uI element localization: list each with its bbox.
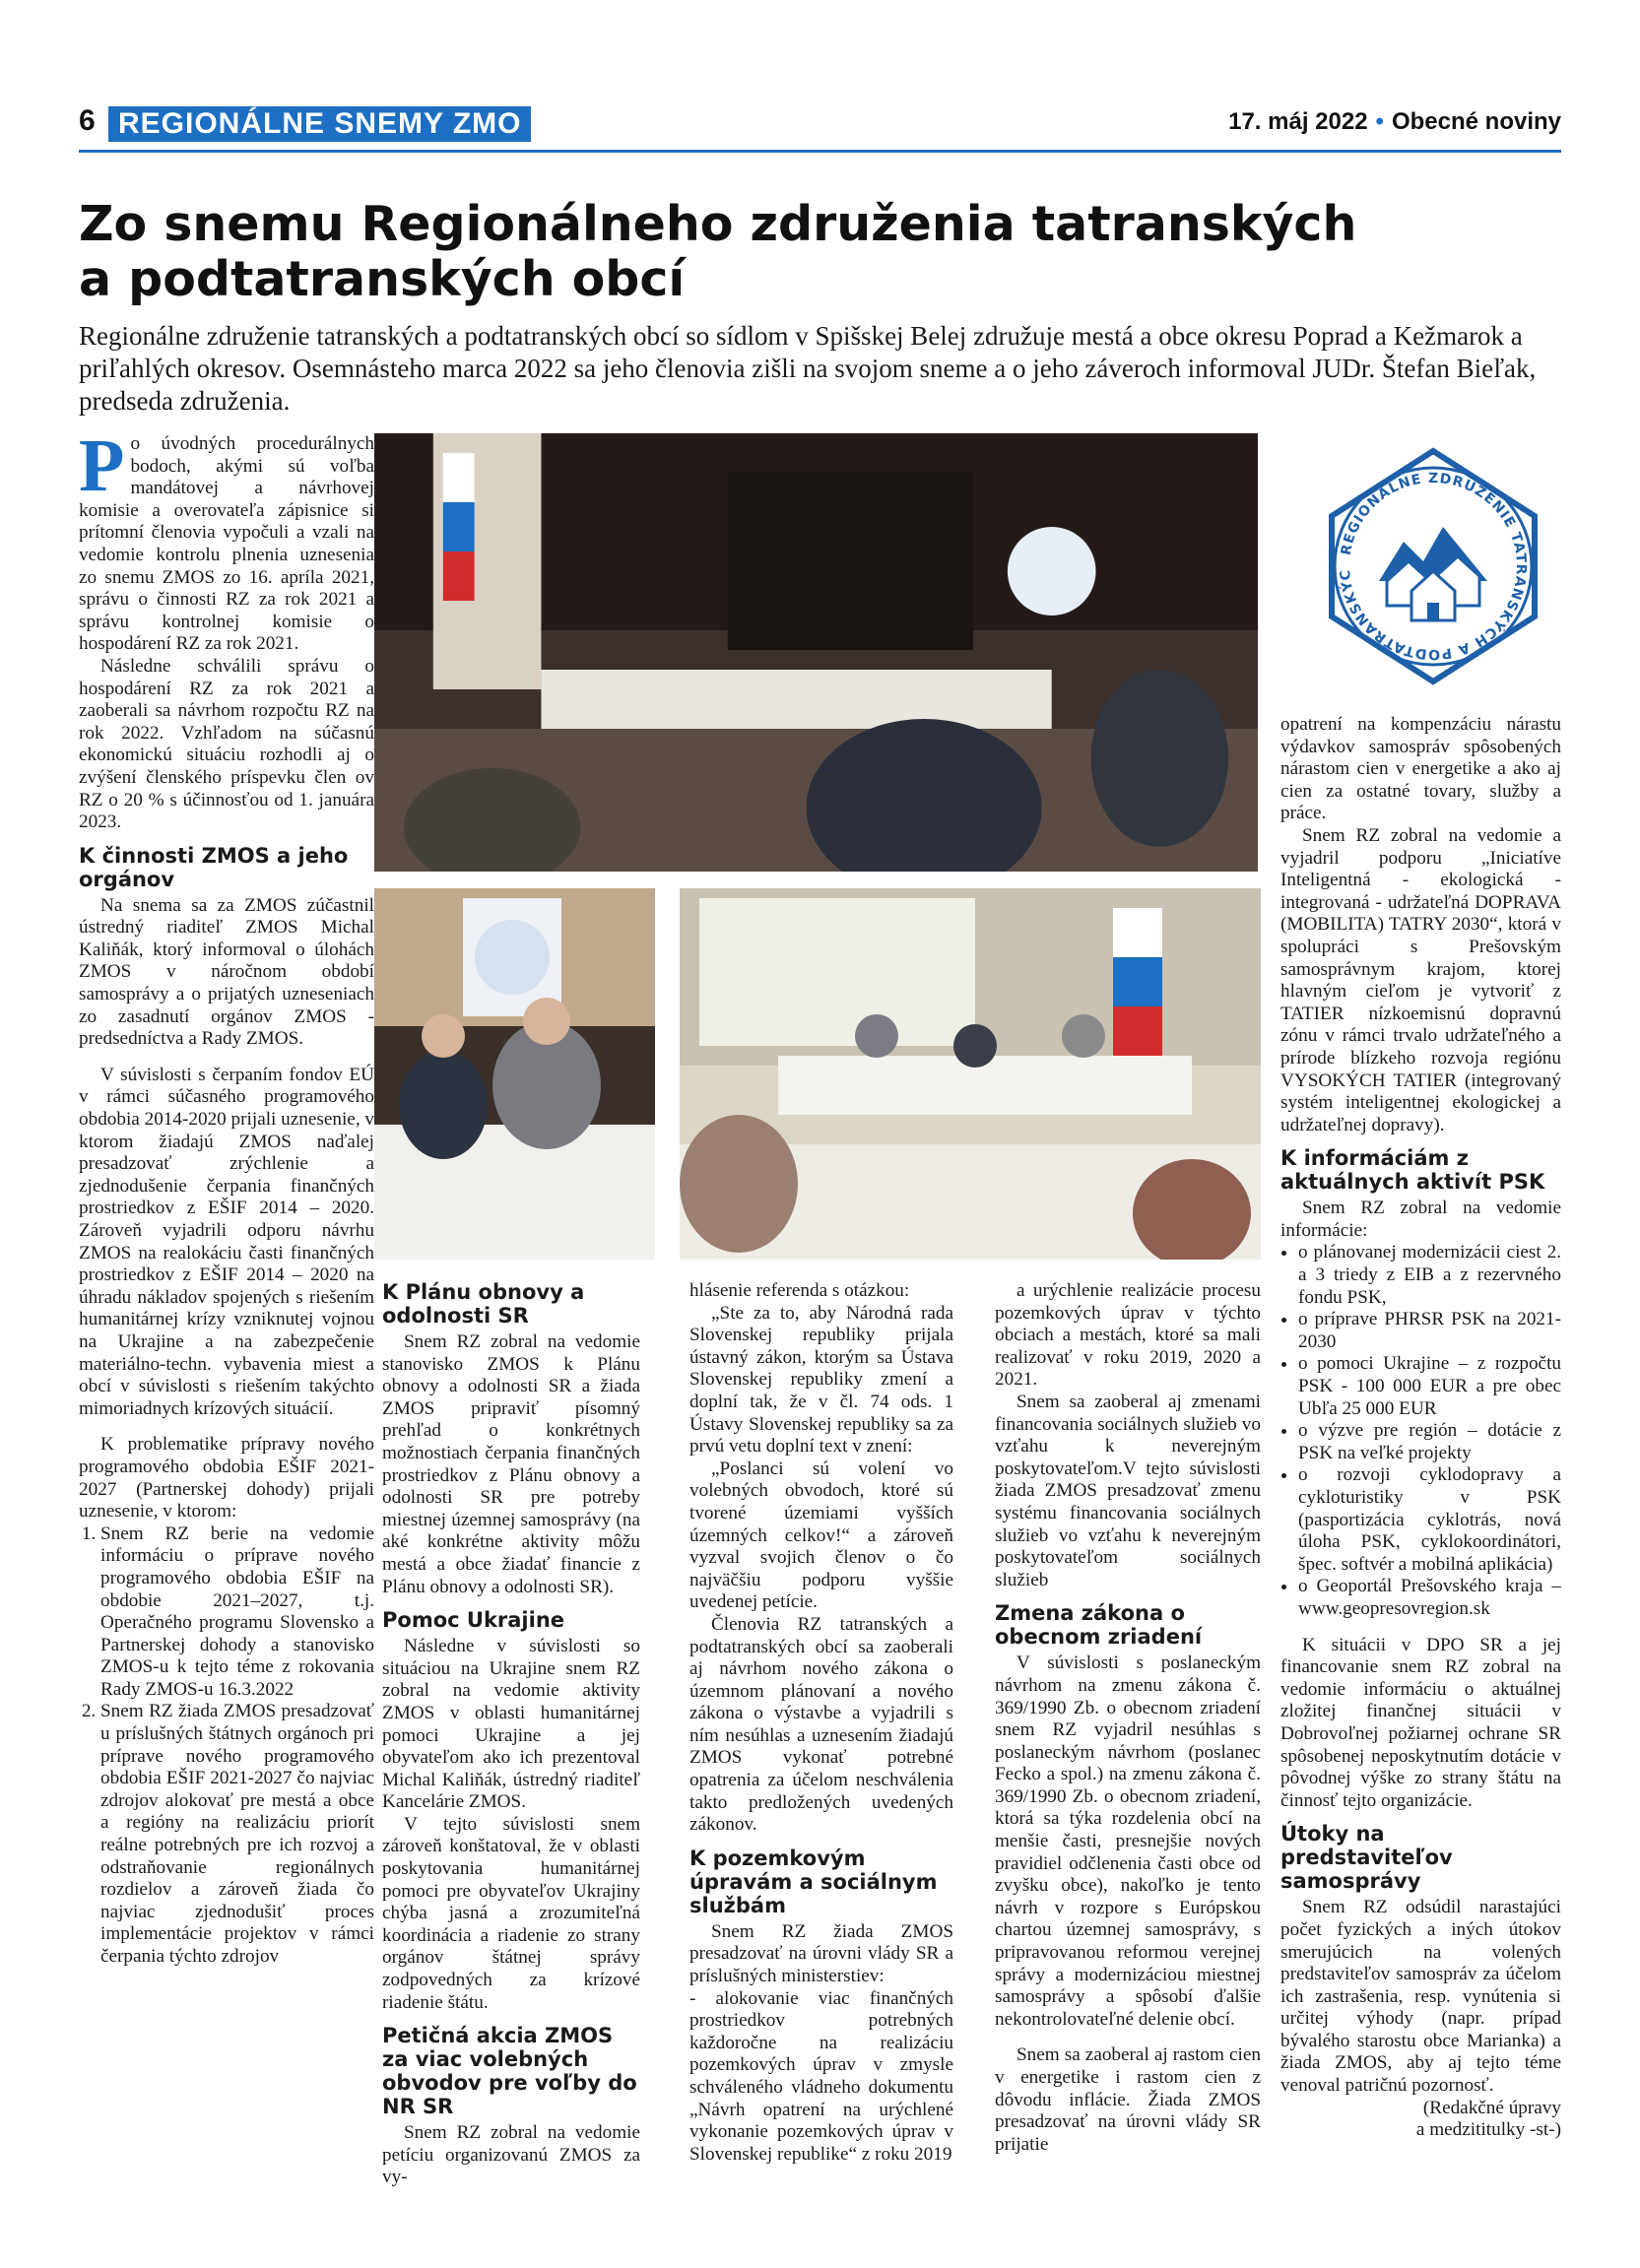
column-5	[1280, 714, 1561, 2142]
section-banner: REGIONÁLNE SNEMY ZMO	[108, 106, 531, 142]
paragraph: Členovia RZ tatranských a podtatranských obcí sa zaoberali aj návrhom nového zákona o územnom plánovaní a nového zákona o výstavbe a vyjadrili s ním nesúhlas a uznesením žiadajú ZMOS vykonať potrebné opatrenia za účelom neschválenia takto predložených uvedených zákonov.	[689, 1613, 953, 1836]
photo-icon	[680, 888, 1261, 1260]
list-item: • o príprave PHRSR PSK na 2021-2030	[1298, 1309, 1561, 1353]
issue-info	[1228, 108, 1561, 136]
list-item: • o Geoportál Prešovského kraja – www.geopresovregion.sk	[1298, 1576, 1561, 1620]
presidium-photo	[680, 888, 1261, 1260]
paragraph: K situácii v DPO SR a jej financovanie snem RZ zobral na vedomie informáciu o aktuálnej zložitej finančnej situácii v Dobrovoľnej požiarnej ochrane SR spôsobenej neposkytnutím dotácie v pôvodnej výške zo strany štátu na činnosť tejto organizácie.	[1280, 1634, 1561, 1811]
column-3	[689, 1280, 953, 2166]
paragraph: K problematike prípravy nového programového obdobia EŠIF 2021-2027 (Partnerskej dohody) prijali uznesenie, v ktorom:	[79, 1434, 374, 1523]
psk-info-list	[1280, 1242, 1561, 1620]
list-item: • o plánovanej modernizácii ciest 2. a 3 triedy z EIB a z rezervného fondu PSK,	[1298, 1242, 1561, 1309]
speakers-photo	[374, 888, 655, 1260]
column-2	[382, 1280, 640, 2189]
column-4	[995, 1280, 1261, 2156]
page-number: 6	[79, 104, 96, 137]
paragraph: Snem sa zaoberal aj zmenami financovania sociálnych služieb vo vzťahu k neverejným poskytovateľom.V tejto súvislosti žiada ZMOS presadzovať zmenu systému financovania sociálnych služieb vo vzťahu k neverejným poskytovateľom sociálnych služieb	[995, 1391, 1261, 1590]
editorial-note: a medzititulky -st-)	[1415, 2119, 1561, 2141]
paragraph: Snem sa zaoberal aj rastom cien v energetike i rastom cien z dôvodu inflácie. Žiada ZMOS presadzovať na úrovni vlády SR prijatie	[995, 2044, 1261, 2155]
paragraph: V súvislosti s poslaneckým návrhom na zmenu zákona č. 369/1990 Zb. o obecnom zriadení snem RZ vyjadril nesúhlas s poslaneckým návrhom (poslanec Fecko a spol.) na zmenu zákona č. 369/1990 Zb. o obecnom zriadení, ktorá sa týka rozdelenia obcí na menšie časti, presnejšie nových pravidiel odčlenenia časti obce od zvyšku obce), nakoľko je tento návrh v rozpore s Európskou chartou územnej samosprávy, s pripravovanou reformou verejnej správy a modernizáciou miestnej samosprávy a spôsobí ďalšie nekontrolovateľné delenie obcí.	[995, 1652, 1261, 2030]
meeting-hall-photo	[374, 433, 1258, 872]
drop-cap: P	[79, 424, 125, 507]
subheading: K informáciám z aktuálnych aktivít PSK	[1280, 1146, 1545, 1195]
editorial-note: (Redakčné úpravy	[1422, 2097, 1561, 2118]
resolution-list	[79, 1523, 374, 1969]
list-item: 2. Snem RZ žiada ZMOS presadzovať u príslušných štátnych orgánoch pri príprave nového programového obdobia EŠIF 2021-2027 čo najviac zdrojov alokovať pre mestá a obce a regióny na realizáciu priorít reálne potrebných pre ich rozvoj a odstraňovanie regionálnych rozdielov a zároveň žiada čo najviac zjednodušiť proces implementácie projektov v rámci čerpania týchto zdrojov	[100, 1701, 374, 1968]
issue-date: 17. máj 2022	[1228, 108, 1368, 135]
paragraph: a urýchlenie realizácie procesu pozemkových úprav v týchto obciach a mestách, ktoré sa mali realizovať v roku 2019, 2020 a 2021.	[995, 1280, 1261, 1391]
paragraph: Následne v súvislosti so situáciou na Ukrajine snem RZ zobral na vedomie aktivity ZMOS v oblasti humanitárnej pomoci Ukrajine a jej obyvateľom ako ich prezentoval Michal Kaliňák, ústredný riaditeľ Kancelárie ZMOS.	[382, 1636, 640, 1813]
paragraph: Snem RZ zobral na vedomie stanovisko ZMOS k Plánu obnovy a odolnosti SR a žiada ZMOS pripraviť písomný prehľad o konkrétnych možnostiach čerpania finančných prostriedkov z Plánu obnovy a odolnosti SR pre potreby miestnej územnej samosprávy (na aké konkrétne aktivity môžu mestá a obce žiadať financie z Plánu obnovy a odolnosti SR).	[382, 1331, 640, 1597]
paragraph: opatrení na kompenzáciu nárastu výdavkov samospráv spôsobených nárastom cien v energetike a ako aj cien za ostatné tovary, služby a práce.	[1280, 714, 1561, 824]
logo-emblem-icon	[1310, 433, 1556, 699]
photo-icon	[374, 888, 655, 1260]
list-item: • o pomoci Ukrajine – z rozpočtu PSK - 100 000 EUR a pre obec Ubľa 25 000 EUR	[1298, 1353, 1561, 1420]
column-1	[79, 424, 375, 1969]
page-header	[79, 106, 1561, 142]
list-item: 1. Snem RZ berie na vedomie informáciu o príprave nového programového obdobia EŠIF na obdobie 2021–2027, t.j. Operačného programu Slovensko a Partnerskej dohody a stanovisko ZMOS-u k tejto téme z rokovania Rady ZMOS-u 16.3.2022	[100, 1523, 374, 1702]
paragraph: V súvislosti s čerpaním fondov EÚ v rámci súčasného programového obdobia 2014-2020 prijali uznesenie, v ktorom žiadajú ZMOS naďalej presadzovať zrýchlenie a zjednodušenie čerpania finančných prostriedkov z EŠIF 2014 – 2020. Zároveň vyjadrili odporu návrhu ZMOS na realokáciu časti finančných prostriedkov z EŠIF 2014 – 2020 na úhradu nákladov spojených s riešením humanitárnej krízy vzniknutej vojnou na Ukrajine a na zabezpečenie materiálno-techn. vybavenia miest a obcí v súvislosti s riešením takýchto mimoriadnych krízových situácií.	[79, 1064, 375, 1419]
list-item: • o výzve pre región – dotácie z PSK na veľké projekty	[1298, 1420, 1561, 1464]
subheading: Pomoc Ukrajine	[382, 1608, 565, 1633]
list-item: • o rozvoji cyklodopravy a cykloturistiky v PSK (pasportizácia cyklotrás, nová úloha PSK, cyklokoordinátori, špec. softvér a mobilná aplikácia)	[1298, 1464, 1561, 1576]
association-logo	[1310, 433, 1556, 699]
paragraph: Snem RZ odsúdil narastajúci počet fyzických a iných útokov smerujúcich na volených predstaviteľov samospráv za účelom ich zastrašenia, resp. vynútenia si určitej výhody (napr. prípad bývalého starostu obce Marianka) a žiada ZMOS, aby aj tejto téme venoval patričnú pozornosť.	[1280, 1897, 1561, 2097]
photo-icon	[374, 433, 1258, 872]
paragraph: Na snema sa za ZMOS zúčastnil ústredný riaditeľ ZMOS Michal Kaliňák, ktorý informoval o úlohách ZMOS v náročnom období samosprávy a o prijatých uzneseniach zo zasadnutí orgánov ZMOS - predsedníctva a Rady ZMOS.	[79, 894, 374, 1050]
paragraph: V tejto súvislosti snem zároveň konštatoval, že v oblasti poskytovania humanitárnej pomoci pre obyvateľov Ukrajiny chýba jasná a zrozumiteľná koordinácia a riadenie zo strany orgánov štátnej správy zodpovedných za krízové riadenie štátu.	[382, 1813, 640, 2013]
paragraph: o úvodných procedurálnych bodoch, akými sú voľba mandátovej a návrhovej komisie a overovateľa zápisnice si prítomní členovia vypočuli a vzali na vedomie kontrolu plnenia uznesenia zo snemu ZMOS zo 16. apríla 2021, správu o činnosti RZ za rok 2021 a správu kontrolnej komisie o hospodárení RZ za rok 2021.	[79, 433, 374, 655]
paragraph: Snem RZ žiada ZMOS presadzovať na úrovni vlády SR a príslušných ministerstiev:	[689, 1920, 953, 1987]
paragraph: Následne schválili správu o hospodárení RZ za rok 2021 a zaoberali sa návrhom rozpočtu RZ na rok 2022. Vzhľadom na súčasnú ekonomickú situáciu rozhodli aj o zvýšení členského príspevku člen ov RZ o 20 % s účinnosťou od 1. januára 2023.	[79, 655, 374, 833]
subheading: K pozemkovým úpravám a sociálnym službám	[689, 1846, 938, 1917]
subheading: K Plánu obnovy a odolnosti SR	[382, 1280, 585, 1328]
paragraph: „Poslanci sú volení vo volebných obvodoch, ktoré sú tvorené územiami vyšších územných celkov!“ a zároveň vyzval svojich členov o čo najväčšiu podporu vyššie uvedenej petície.	[689, 1458, 953, 1613]
subheading: Útoky na predstaviteľov samosprávy	[1280, 1822, 1453, 1894]
subheading: Zmena zákona o obecnom zriadení	[995, 1601, 1203, 1650]
article-lead: Regionálne združenie tatranských a podtatranských obcí so sídlom v Spišskej Belej združuje mestá a obce okresu Poprad a Kežmarok a priľahlých okresov. Osemnásteho marca 2022 sa jeho členovia zišli na svojom sneme a o jeho záveroch informoval JUDr. Štefan Bieľak, predseda združenia.	[79, 321, 1537, 416]
article-title: Zo snemu Regionálneho združenia tatranských a podtatranských obcí	[79, 196, 1357, 307]
paragraph: hlásenie referenda s otázkou:	[689, 1280, 910, 1301]
paragraph: Snem RZ zobral na vedomie petíciu organizovanú ZMOS za vy-	[382, 2122, 640, 2188]
paragraph: - alokovanie viac finančných prostriedkov potrebných každoročne na realizáciu pozemkových úprav v zmysle schváleného vládneho dokumentu „Návrh opatrení na urýchlené vykonanie pozemkových úprav v Slovenskej republike“ z roku 2019	[689, 1987, 953, 2165]
publication-name: Obecné noviny	[1391, 108, 1561, 135]
header-rule	[79, 150, 1561, 153]
paragraph: Snem RZ zobral na vedomie informácie:	[1280, 1198, 1561, 1241]
paragraph: Snem RZ zobral na vedomie a vyjadril podporu „Iniciatíve Inteligentná - ekologická - integrovaná - udržateľná DOPRAVA (MOBILITA) TATRY 2030“, ktorá v spolupráci s Prešovským samosprávnym krajom, ktorej hlavným cieľom je vytvoriť z TATIER nízkoemisnú dopravnú zónu v rámci trvalo udržateľného a prírode blízkeho rozvoja regiónu VYSOKÝCH TATIER (integrovaný systém inteligentnej ekologickej a udržateľnej dopravy).	[1280, 824, 1561, 1135]
subheading: K činnosti ZMOS a jeho orgánov	[79, 843, 349, 891]
paragraph: „Ste za to, aby Národná rada Slovenskej republiky prijala ústavný zákon, ktorým sa Ústava Slovenskej republiky zmení a doplní tak, že v čl. 74 ods. 1 Ústavy Slovenskej republiky sa za prvú vetu doplní text v znení:	[689, 1302, 953, 1458]
separator-dot: •	[1375, 108, 1384, 135]
subheading: Petičná akcia ZMOS za viac volebných obvodov pre voľby do NR SR	[382, 2024, 637, 2119]
logo-ring-text: REGIONÁLNE ZDRUŽENIE TATRANSKÝCH A PODTATRANSKÝC	[1337, 470, 1530, 663]
